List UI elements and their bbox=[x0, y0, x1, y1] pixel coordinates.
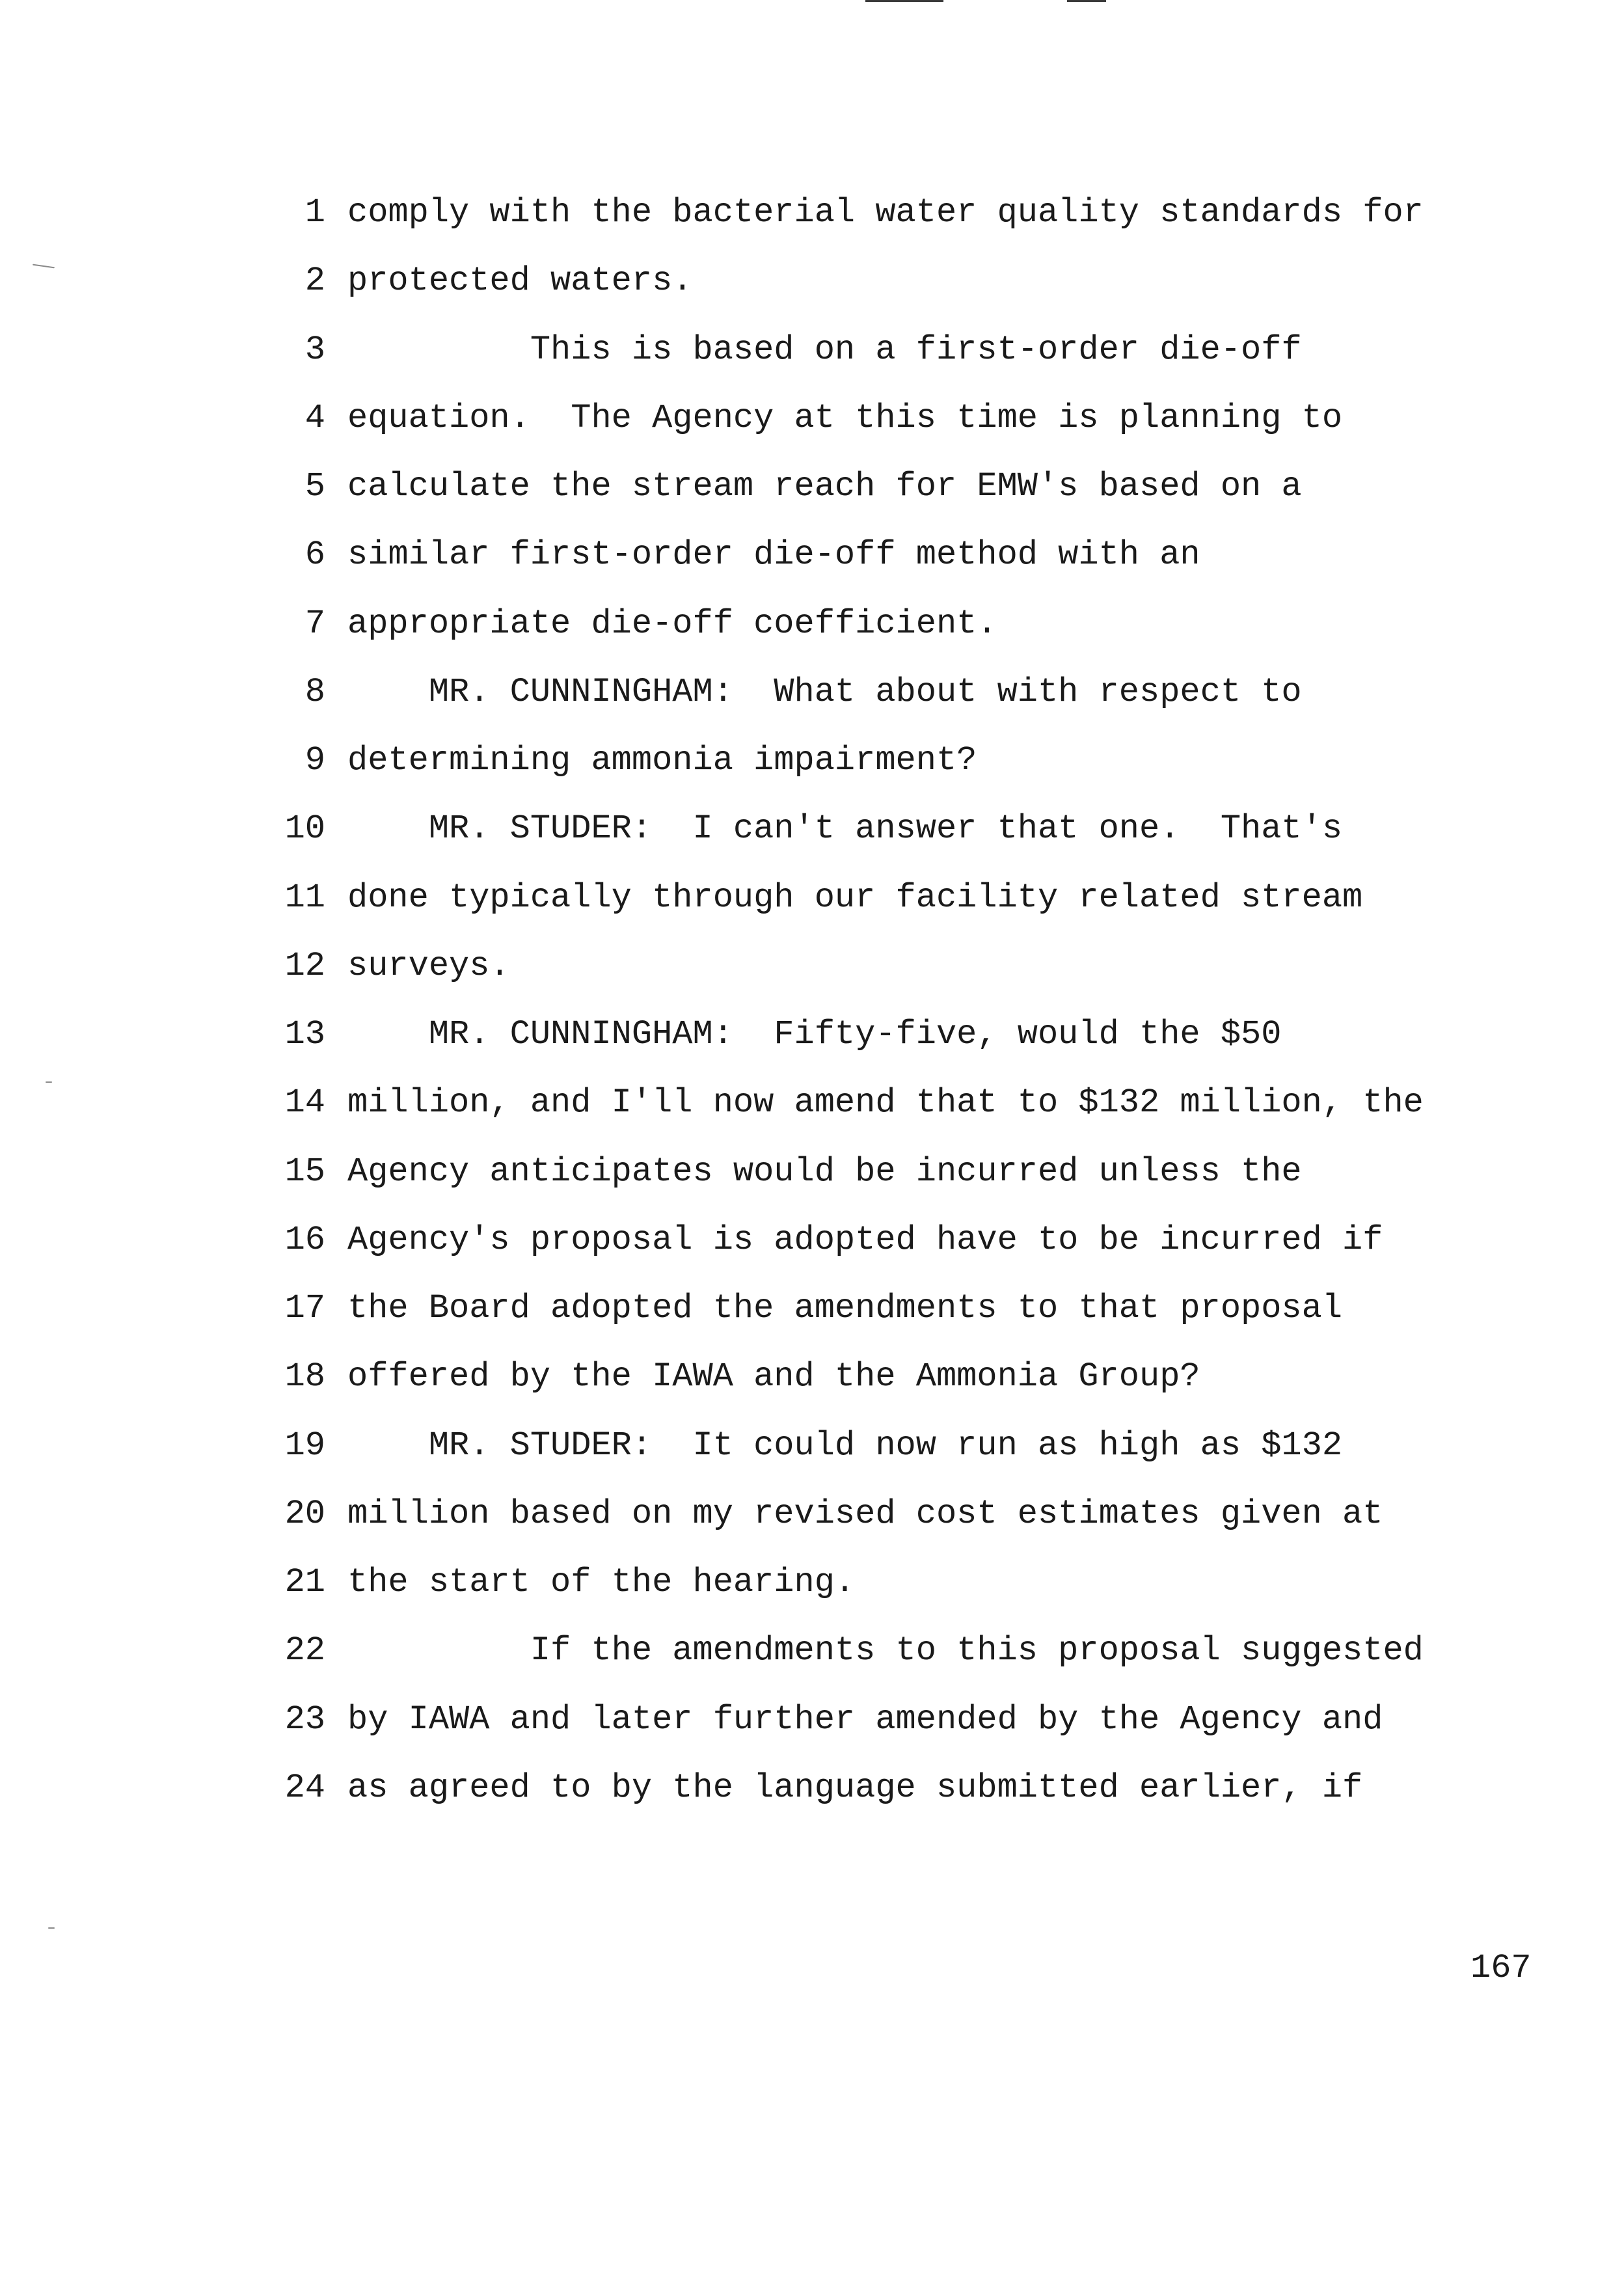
line-number: 8 bbox=[304, 673, 325, 711]
line-text: similar first-order die-off method with an bbox=[347, 536, 1200, 574]
line-text: MR. CUNNINGHAM: Fifty-five, would the $50 bbox=[347, 1015, 1282, 1053]
margin-speck bbox=[33, 264, 55, 269]
line-text: offered by the IAWA and the Ammonia Group? bbox=[347, 1357, 1200, 1396]
line-number: 7 bbox=[304, 604, 325, 643]
line-number: 9 bbox=[304, 741, 325, 780]
line-number: 11 bbox=[284, 878, 325, 917]
line-number: 17 bbox=[284, 1289, 325, 1327]
line-text: If the amendments to this proposal suggested bbox=[347, 1631, 1424, 1670]
line-text: equation. The Agency at this time is planning to bbox=[347, 399, 1343, 437]
line-text: by IAWA and later further amended by the Agency and bbox=[347, 1700, 1383, 1739]
line-number: 16 bbox=[284, 1221, 325, 1259]
line-number: 10 bbox=[284, 809, 325, 848]
line-text: as agreed to by the language submitted earlier, if bbox=[347, 1769, 1363, 1807]
line-number: 5 bbox=[304, 467, 325, 506]
page-number: 167 bbox=[1470, 1949, 1532, 1987]
line-text: done typically through our facility related stream bbox=[347, 878, 1363, 917]
line-number: 18 bbox=[284, 1357, 325, 1396]
line-text: MR. STUDER: I can't answer that one. That's bbox=[347, 809, 1343, 848]
line-number: 1 bbox=[304, 193, 325, 232]
line-number: 14 bbox=[284, 1083, 325, 1122]
line-number: 24 bbox=[284, 1769, 325, 1807]
line-number: 12 bbox=[284, 947, 325, 985]
line-text: million based on my revised cost estimates given at bbox=[347, 1495, 1383, 1533]
line-number: 21 bbox=[284, 1563, 325, 1601]
line-number: 13 bbox=[284, 1015, 325, 1053]
line-text: comply with the bacterial water quality standards for bbox=[347, 193, 1424, 232]
line-text: determining ammonia impairment? bbox=[347, 741, 977, 780]
line-number: 2 bbox=[304, 262, 325, 300]
scan-mark-top-right bbox=[1067, 0, 1106, 2]
line-number: 6 bbox=[304, 536, 325, 574]
line-text: MR. STUDER: It could now run as high as $132 bbox=[347, 1426, 1343, 1465]
line-number: 19 bbox=[284, 1426, 325, 1465]
line-text: appropriate die-off coefficient. bbox=[347, 604, 997, 643]
line-text: Agency's proposal is adopted have to be incurred if bbox=[347, 1221, 1383, 1259]
margin-speck bbox=[46, 1081, 52, 1083]
line-number: 15 bbox=[284, 1152, 325, 1191]
line-number: 23 bbox=[284, 1700, 325, 1739]
scan-mark-top-left bbox=[865, 0, 943, 2]
line-text: the start of the hearing. bbox=[347, 1563, 856, 1601]
line-number: 22 bbox=[284, 1631, 325, 1670]
margin-speck bbox=[48, 1927, 55, 1929]
line-text: This is based on a first-order die-off bbox=[347, 331, 1302, 369]
line-text: surveys. bbox=[347, 947, 510, 985]
line-text: million, and I'll now amend that to $132 million, the bbox=[347, 1083, 1424, 1122]
line-text: Agency anticipates would be incurred unless the bbox=[347, 1152, 1302, 1191]
line-number: 3 bbox=[304, 331, 325, 369]
line-text: the Board adopted the amendments to that proposal bbox=[347, 1289, 1343, 1327]
line-text: MR. CUNNINGHAM: What about with respect to bbox=[347, 673, 1302, 711]
line-number: 4 bbox=[304, 399, 325, 437]
line-text: calculate the stream reach for EMW's based on a bbox=[347, 467, 1302, 506]
line-number: 20 bbox=[284, 1495, 325, 1533]
line-text: protected waters. bbox=[347, 262, 693, 300]
